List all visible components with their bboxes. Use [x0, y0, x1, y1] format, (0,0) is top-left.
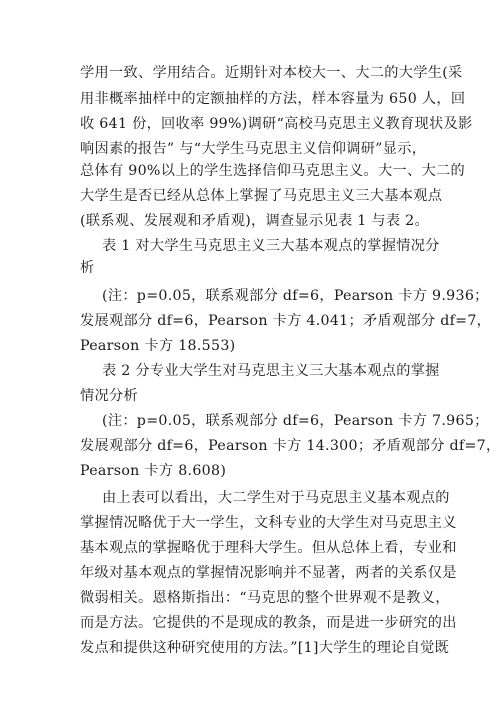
- paragraph-1-line-6: 大学生是否已经从总体上掌握了马克思主义三大基本观点: [80, 188, 443, 204]
- table-2-caption-line-1: 表 2 分专业大学生对马克思主义三大基本观点的掌握: [102, 363, 440, 379]
- paragraph-1-line-2: 用非概率抽样中的定额抽样的方法，样本容量为 650 人，回: [80, 91, 466, 107]
- table-2-note-line-3: Pearson 卡方 8.608): [80, 463, 227, 479]
- table-2-caption-line-2: 情况分析: [80, 388, 138, 404]
- table-1-caption-line-1: 表 1 对大学生马克思主义三大基本观点的掌握情况分: [102, 238, 440, 254]
- paragraph-2-line-3: 基本观点的掌握略优于理科大学生。但从总体上看，专业和: [80, 540, 457, 556]
- paragraph-1-line-5: 总体有 90%以上的学生选择信仰马克思主义。大一、大二的: [80, 163, 465, 179]
- table-1-caption-line-2: 析: [80, 260, 95, 276]
- paragraph-2-line-4: 年级对基本观点的掌握情况影响并不显著，两者的关系仅是: [80, 565, 457, 581]
- paragraph-2-line-7: 发点和提供这种研究使用的方法。”[1]大学生的理论自觉既: [80, 640, 450, 656]
- table-2-note-line-2: 发展观部分 df=6，Pearson 卡方 14.300；矛盾观部分 df=7，: [80, 438, 500, 454]
- paragraph-2-line-2: 掌握情况略优于大一学生，文科专业的大学生对马克思主义: [80, 515, 457, 531]
- paragraph-1-line-1: 学用一致、学用结合。近期针对本校大一、大二的大学生(采: [80, 65, 463, 81]
- paragraph-2-line-5: 微弱相关。恩格斯指出：“马克思的整个世界观不是教义，: [80, 590, 450, 606]
- paragraph-1-line-4: 响因素的报告” 与“大学生马克思主义信仰调研”显示，: [80, 141, 427, 157]
- table-1-note-line-3: Pearson 卡方 18.553): [80, 338, 236, 354]
- table-1-note-line-2: 发展观部分 df=6，Pearson 卡方 4.041；矛盾观部分 df=7，: [80, 313, 492, 329]
- table-2-note-line-1: (注：p=0.05，联系观部分 df=6，Pearson 卡方 7.965；: [102, 413, 489, 429]
- paragraph-2-line-1: 由上表可以看出，大二学生对于马克思主义基本观点的: [102, 490, 450, 506]
- table-1-note-line-1: (注：p=0.05，联系观部分 df=6，Pearson 卡方 9.936；: [102, 288, 489, 304]
- paragraph-1-line-7: (联系观、发展观和矛盾观)，调查显示见表 1 与表 2。: [80, 213, 429, 229]
- paragraph-2-line-6: 而是方法。它提供的不是现成的教条，而是进一步研究的出: [80, 615, 457, 631]
- paragraph-1-line-3: 收 641 份，回收率 99%)调研“高校马克思主义教育现状及影: [80, 116, 473, 132]
